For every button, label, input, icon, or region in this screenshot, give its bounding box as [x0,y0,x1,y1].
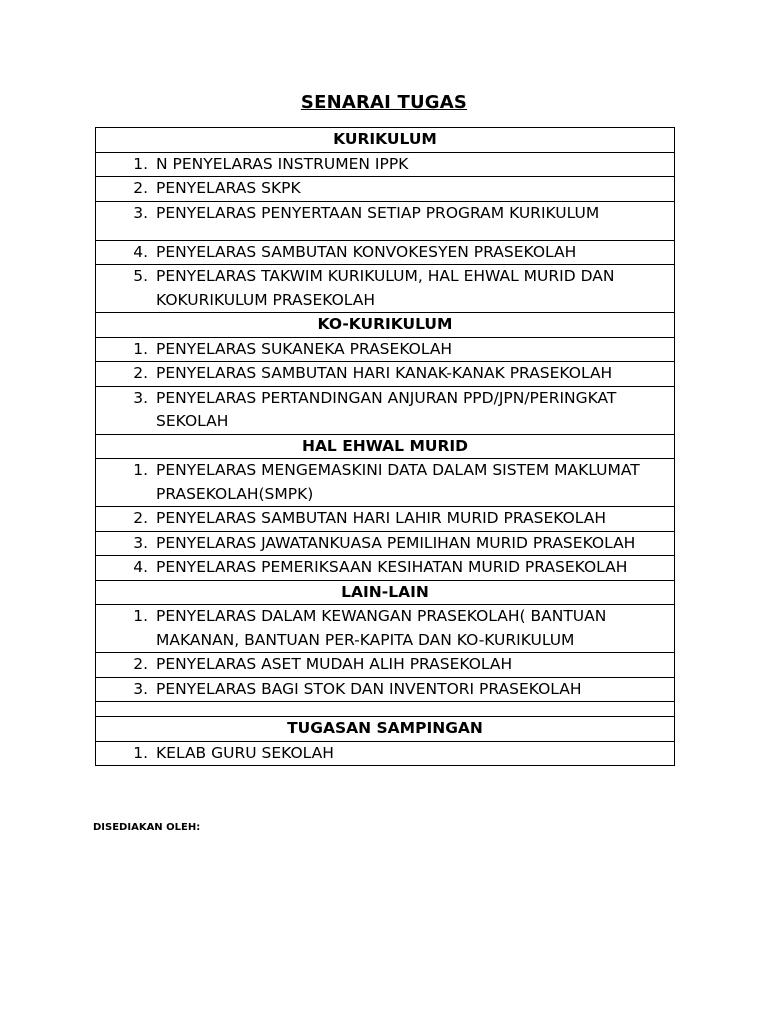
task-row [96,201,675,240]
task-row [96,653,675,678]
task-row [96,152,675,177]
task-row [96,556,675,581]
section-header-row [96,717,675,742]
section-heading: KO-KURIKULUM [96,313,675,338]
section-heading: LAIN-LAIN [96,580,675,605]
task-number: 1. [133,154,148,173]
task-text: PENYELARAS PEMERIKSAAN KESIHATAN MURID PRASEKOLAH [156,558,628,576]
task-number: 5. [133,267,148,285]
section-header-row [96,128,675,153]
task-number: 2. [133,509,148,527]
section-heading: TUGASAN SAMPINGAN [96,717,675,742]
task-number: 3. [133,388,148,407]
task-number: 1. [133,461,148,479]
section-header-row [96,434,675,459]
task-text: PENYELARAS TAKWIM KURIKULUM, HAL EHWAL MURID DAN KOKURIKULUM PRASEKOLAH [156,267,615,309]
task-text: PENYELARAS JAWATANKUASA PEMILIHAN MURID PRASEKOLAH [156,533,636,552]
section-heading: KURIKULUM [96,128,675,153]
task-number: 4. [133,558,148,576]
task-number: 3. [133,203,148,222]
task-text: PENYELARAS SUKANEKA PRASEKOLAH [156,339,453,358]
task-number: 4. [133,242,148,261]
task-text: PENYELARAS MENGEMASKINI DATA DALAM SISTEM MAKLUMAT PRASEKOLAH(SMPK) [156,461,640,503]
task-text: PENYELARAS SKPK [156,179,301,197]
task-text: PENYELARAS SAMBUTAN HARI KANAK-KANAK PRASEKOLAH [156,364,613,382]
task-number: 1. [133,339,148,358]
task-row [96,507,675,532]
task-row [96,531,675,556]
task-text: PENYELARAS SAMBUTAN HARI LAHIR MURID PRASEKOLAH [156,509,607,527]
task-row [96,337,675,362]
section-header-row [96,580,675,605]
task-text: PENYELARAS PENYERTAAN SETIAP PROGRAM KURIKULUM [156,203,600,222]
task-number: 1. [133,743,148,762]
task-row [96,177,675,202]
task-text: PENYELARAS ASET MUDAH ALIH PRASEKOLAH [156,655,513,673]
task-text: PENYELARAS BAGI STOK DAN INVENTORI PRASEKOLAH [156,679,582,698]
task-text: N PENYELARAS INSTRUMEN IPPK [156,154,409,173]
prepared-by-label: DISEDIAKAN OLEH: [93,822,201,833]
task-row [96,362,675,387]
task-number: 1. [133,607,148,625]
document-title: SENARAI TUGAS [300,92,468,113]
task-text: PENYELARAS SAMBUTAN KONVOKESYEN PRASEKOLAH [156,242,577,261]
task-text: PENYELARAS DALAM KEWANGAN PRASEKOLAH( BANTUAN MAKANAN, BANTUAN PER-KAPITA DAN KO-KURIKULUM [156,607,607,649]
task-row [96,677,675,702]
task-table [95,127,675,766]
section-header-row [96,313,675,338]
section-heading: HAL EHWAL MURID [96,434,675,459]
task-row [96,741,675,766]
task-number: 3. [133,679,148,698]
task-number: 2. [133,179,148,197]
task-number: 2. [133,655,148,673]
task-number: 2. [133,364,148,382]
task-row [96,240,675,265]
task-text: PENYELARAS PERTANDINGAN ANJURAN PPD/JPN/PERINGKAT SEKOLAH [156,388,617,430]
task-row [96,605,675,653]
task-number: 3. [133,533,148,552]
task-row [96,265,675,313]
task-text: KELAB GURU SEKOLAH [156,743,334,762]
blank-row [96,702,675,717]
task-row [96,386,675,434]
task-row [96,459,675,507]
